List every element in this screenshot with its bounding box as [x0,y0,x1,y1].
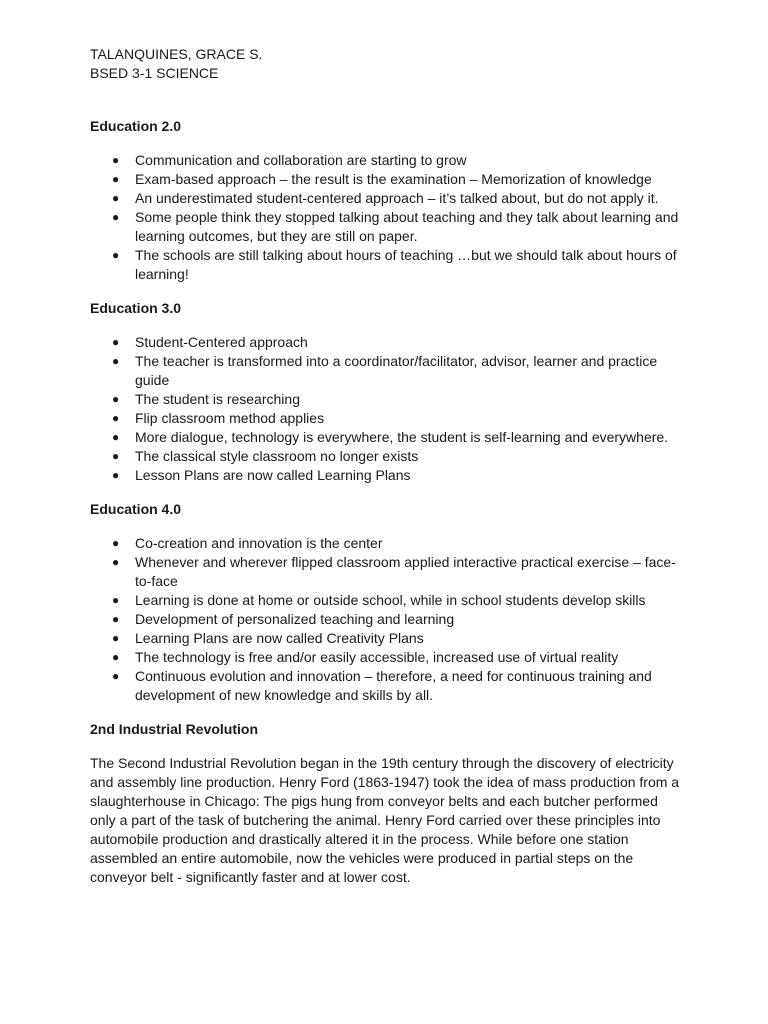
list-item [90,246,680,284]
list-item-text: The teacher is transformed into a coordinator/facilitator, advisor, learner and practice guide [135,353,658,388]
list-item-text: The technology is free and/or easily accessible, increased use of virtual reality [135,649,619,665]
list-item [90,390,680,409]
list-item-text: Whenever and wherever flipped classroom applied interactive practical exercise – face-to-face [135,554,676,589]
list-item [90,667,680,705]
list-item-text: Continuous evolution and innovation – therefore, a need for continuous training and development of new knowledge and skills by all. [135,668,652,703]
list-item-text: The schools are still talking about hours of teaching …but we should talk about hours of learning! [135,247,677,282]
student-name: TALANQUINES, GRACE S. [90,46,263,62]
list-item [90,466,680,485]
bullet-icon: ● [112,210,120,224]
bullet-icon: ● [112,650,120,664]
bullet-icon: ● [112,354,120,368]
bullet-icon: ● [112,612,120,626]
list-item-text: Learning Plans are now called Creativity Plans [135,630,424,646]
list-item-text: Exam-based approach – the result is the examination – Memorization of knowledge [135,171,652,187]
student-course: BSED 3-1 SCIENCE [90,65,219,81]
bullet-icon: ● [112,248,120,262]
heading-2nd-industrial-revolution: 2nd Industrial Revolution [90,721,259,737]
bullet-icon: ● [112,449,120,463]
list-item [90,591,680,610]
bullet-icon: ● [112,631,120,645]
heading-education-3-0: Education 3.0 [90,300,182,316]
list-item-text: More dialogue, technology is everywhere, the student is self-learning and everywhere. [135,429,669,445]
list-item-text: Some people think they stopped talking about teaching and they talk about learning and learning outcomes, but they are still on paper. [135,209,679,244]
bullet-icon: ● [112,392,120,406]
list-item-text: Development of personalized teaching and learning [135,611,455,627]
document-page [90,45,680,887]
list-item [90,447,680,466]
list-item [90,352,680,390]
list-item-text: The classical style classroom no longer exists [135,448,419,464]
education-4-0-list [90,534,680,705]
list-item [90,553,680,591]
bullet-icon: ● [112,536,120,550]
bullet-icon: ● [112,555,120,569]
bullet-icon: ● [112,411,120,425]
list-item-text: Communication and collaboration are starting to grow [135,152,467,168]
list-item [90,629,680,648]
list-item [90,610,680,629]
heading-education-4-0: Education 4.0 [90,501,182,517]
list-item [90,333,680,352]
heading-education-2-0: Education 2.0 [90,118,182,134]
bullet-icon: ● [112,468,120,482]
bullet-icon: ● [112,335,120,349]
education-3-0-list [90,333,680,485]
list-item-text: Learning is done at home or outside school, while in school students develop skills [135,592,646,608]
bullet-icon: ● [112,153,120,167]
industrial-revolution-paragraph: The Second Industrial Revolution began in the 19th century through the discovery of electricity and assembly line production. Henry Ford (1863-1947) took the idea of mass production from a slaughterhouse in Chicago: The pigs hung from conveyor belts and each butcher performed only a part of the task of butchering the animal. Henry Ford carried over these principles into automobile production and drastically altered it in the process. While before one station assembled an entire automobile, now the vehicles were produced in partial steps on the conveyor belt - significantly faster and at lower cost. [90,755,680,885]
list-item [90,170,680,189]
list-item [90,189,680,208]
list-item [90,428,680,447]
bullet-icon: ● [112,172,120,186]
list-item-text: Student-Centered approach [135,334,308,350]
bullet-icon: ● [112,669,120,683]
list-item-text: An underestimated student-centered approach – it’s talked about, but do not apply it. [135,190,659,206]
list-item [90,534,680,553]
education-2-0-list [90,151,680,284]
list-item-text: Flip classroom method applies [135,410,325,426]
bullet-icon: ● [112,430,120,444]
list-item [90,409,680,428]
bullet-icon: ● [112,191,120,205]
list-item [90,208,680,246]
list-item-text: Co-creation and innovation is the center [135,535,383,551]
list-item-text: Lesson Plans are now called Learning Plans [135,467,411,483]
bullet-icon: ● [112,593,120,607]
list-item [90,151,680,170]
list-item [90,648,680,667]
list-item-text: The student is researching [135,391,300,407]
